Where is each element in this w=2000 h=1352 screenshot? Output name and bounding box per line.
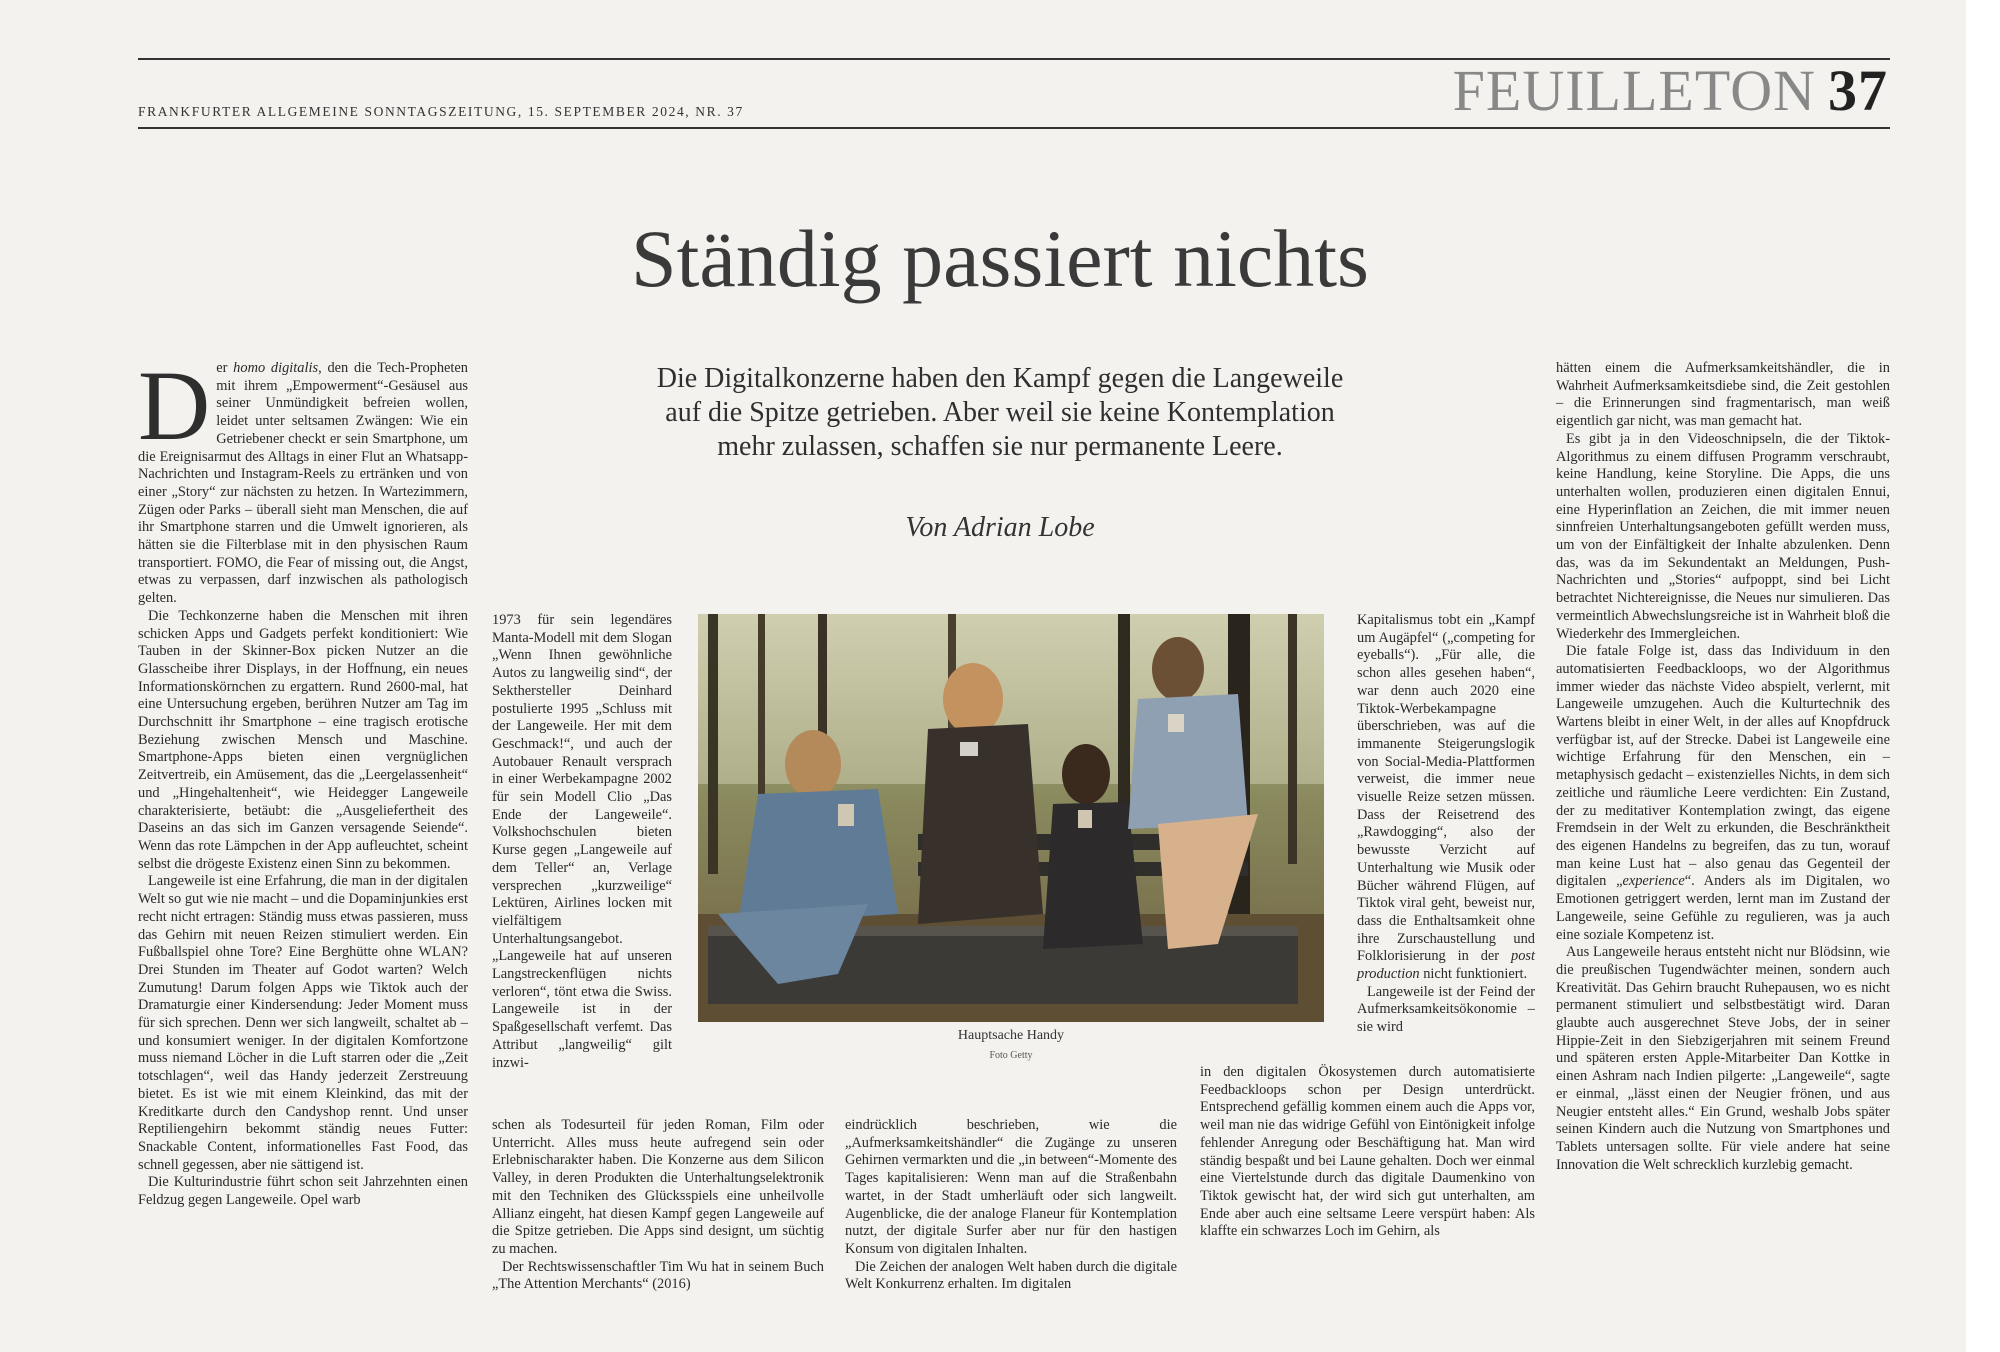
paragraph: Aus Langeweile heraus entsteht nicht nur Blödsinn, wie die preußischen Tugendwächter meinen, sondern auch Kreativität. Das Gehirn braucht Ruhepausen, wo es nicht permanent stimuliert und selbstbestätigt wird. Daran glaubte auch ausgerechnet Steve Jobs, der in seiner Hippie-Zeit in den Siebzigerjahren mit seinem Freund und späteren ersten Apple-Mitarbeiter Dan Kottke in einen Ashram nach Indien pilgerte: „Langeweile“, sagte er einmal, „lässt einen der Neugier frönen, und aus Neugier entsteht alles.“ Ein Grund, weshalb Jobs später seinen Kindern auch die Nutzung von Smartphones und Tablets untersagen sollte. Für viele andere hat seine Innovation die Welt schrecklich kurzlebig gemacht. — [1556, 944, 1890, 1173]
masthead: FRANKFURTER ALLGEMEINE SONNTAGSZEITUNG, 15. SEPTEMBER 2024, NR. 37 — [138, 104, 744, 119]
paragraph — [1556, 643, 1890, 944]
paragraph: Langeweile ist der Feind der Aufmerksamkeitsökonomie – sie wird — [1357, 983, 1535, 1036]
photo-credit: Foto Getty — [989, 1050, 1033, 1061]
paragraph — [138, 350, 469, 608]
paragraph: in den digitalen Ökosystemen durch automatisierte Feedbackloops schon per Design unterdrückt. Entsprechend gefällig kommen einem auch die Apps vor, weil man nie das widrige Gefühl von Eintönigkeit infolge fehlender Anregung oder Beschäftigung hat. Man wird ständig bespaßt und bei Laune gehalten. Doch wer einmal eine Viertelstunde durch das digitale Daumenkino von Tiktok gewischt hat, der wird sich gut unterhalten, am Ende aber auch eine seltsame Leere verspürt haben: Als klaffte ein schwarzes Loch im Gehirn, als — [1200, 1064, 1535, 1240]
column-4 — [1357, 612, 1535, 1037]
paragraph — [1357, 612, 1535, 984]
column-1 — [138, 350, 469, 1210]
emphasis: post production — [1357, 948, 1535, 983]
photo-illustration — [698, 614, 1324, 1022]
text-run: “. Anders als im Digitalen, wo Emotionen getriggert werden, lernt man im Zustand der Langeweile, seine Gefühle zu regulieren, was ja auch eine soziale Kompetenz ist. — [1556, 873, 1890, 943]
column-4-continued — [1200, 1064, 1535, 1241]
paragraph: Die Kulturindustrie führt schon seit Jahrzehnten einen Feldzug gegen Langeweile. Opel warb — [138, 1174, 468, 1209]
emphasis: homo digitalis — [233, 360, 319, 376]
column-5 — [1556, 360, 1890, 1174]
scan-margin — [1966, 0, 2000, 1352]
section-header — [1452, 58, 1888, 123]
drop-cap: D — [138, 350, 211, 461]
text-run: er — [216, 360, 234, 376]
paragraph: Die Zeichen der analogen Welt haben durch die digitale Welt Konkurrenz erhalten. Im digitalen — [845, 1258, 1177, 1293]
byline: Von Adrian Lobe — [905, 512, 1095, 543]
column-2-continued — [492, 1117, 824, 1294]
paragraph: Die Techkonzerne haben die Menschen mit ihren schicken Apps und Gadgets perfekt konditioniert: Wie Tauben in der Skinner-Box picken Nutzer an die Glasscheibe ihrer Displays, in der Hoffnung, ein neues Informationskörnchen zu ergattern. Rund 2600-mal, hat eine Untersuchung ergeben, berühren Nutzer am Tag im Durchschnitt ihr Smartphone – eine tragisch erotische Beziehung zwischen Mensch und Maschine. Smartphone-Apps bieten einen vergnüglichen Zeitvertreib, ein Amüsement, das die „Leergelassenheit“ und „Hingehaltenheit“, wie Heidegger Langeweile charakterisierte, betäubt: die „Ausgeliefertheit des Daseins an das sich im Ganzen versagende Seiende“. Wenn das rote Lämpchen in der App aufleuchtet, scheint selbst die drögeste Existenz einen Sinn zu bekommen. — [138, 607, 468, 872]
paragraph: eindrücklich beschrieben, wie die „Aufmerksamkeitshändler“ die Zugänge zu unseren Gehirnen vermarkten und die „in between“-Momente des Tages kapitalisieren: Wenn man auf die Straßenbahn wartet, in der Stadt umherläuft oder sich langweilt. Augenblicke, die der analoge Flaneur für Kontemplation nutzt, der digitale Surfer aber nur für den hastigen Konsum von digitalen Inhalten. — [845, 1117, 1177, 1257]
paragraph: Der Rechtswissenschaftler Tim Wu hat in seinem Buch „The Attention Merchants“ (2016) — [492, 1258, 824, 1293]
photo-caption: Hauptsache Handy — [957, 1028, 1065, 1043]
paragraph: hätten einem die Aufmerksamkeitshändler, die in Wahrheit Aufmerksamkeitsdiebe sind, die Zeit gestohlen – die Erinnerungen sind fragmentarisch, man weiß eigentlich gar nicht, was man gemacht hat. — [1556, 360, 1890, 430]
deck: Die Digitalkonzerne haben den Kampf gegen die Langeweile auf die Spitze getrieben. Aber weil sie keine Kontemplation mehr zulassen, schaffen sie nur permanente Leere. — [656, 363, 1344, 462]
text-run: nicht funktioniert. — [1419, 966, 1528, 983]
header-rule — [138, 127, 1890, 129]
page-number: 37 — [1828, 58, 1888, 123]
text-run: Kapitalismus tobt ein „Kampf um Augäpfel“ („competing for eyeballs“). „Für alle, die schon alles gesehen haben“, war denn auch 2020 eine Tiktok-Werbekampagne überschrieben, was auf die immanente Steigerungslogik von Social-Media-Plattformen verweist, die immer neue visuelle Reize setzen müssen. Dass der Reisetrend des „Rawdogging“, also der bewusste Verzicht auf Unterhaltung wie Musik oder Bücher während Flügen, auf Tiktok viral geht, beweist nur, dass die Enthaltsamkeit ohne ihre Zurschaustellung und Folklorisierung in der — [1357, 612, 1535, 965]
headline: Ständig passiert nichts — [631, 213, 1369, 304]
section-name: FEUILLETON — [1452, 58, 1816, 123]
paragraph: schen als Todesurteil für jeden Roman, Film oder Unterricht. Alles muss heute aufregend sein oder Erlebnischarakter haben. Die Konzerne aus dem Silicon Valley, in deren Produkten die Unterhaltungselektronik mit den Techniken des Glücksspiels eine unheilvolle Allianz eingeht, hat diesen Kampf gegen Langeweile auf die Spitze getrieben. Die Apps sind designt, um süchtig zu machen. — [492, 1117, 824, 1257]
paragraph: Langeweile ist eine Erfahrung, die man in der digitalen Welt so gut wie nie macht – und die Dopaminjunkies erst recht nicht ertragen: Ständig muss etwas passieren, muss das Gehirn mit neuen Reizen stimuliert werden. Ein Fußballspiel ohne Tore? Eine Berghütte ohne WLAN? Drei Stunden im Theater auf Godot warten? Welch Zumutung! Darum folgen Apps wie Tiktok auch der Dramaturgie einer Kindersendung: Jeder Moment muss für sich sprechen. Denn wer sich langweilt, schaltet ab – und konsumiert weniger. In der digitalen Komfortzone muss niemand Löcher in die Luft starren oder die „Zeit totschlagen“, weil das Handy jederzeit Zerstreuung bietet. Es ist wie mit einem Kleinkind, das mit der Kreditkarte durch den Candyshop rennt. Und unser Reptiliengehirn bekommt ständig neues Futter: Snackable Content, informationelles Fast Food, das schnell gegessen, aber nie sättigend ist. — [138, 873, 468, 1173]
text-run: Die fatale Folge ist, dass das Individuum in den automatisierten Feedbackloops, wo der Algorithmus immer wieder das nächste Video abspielt, verlernt, mit Langeweile umzugehen. Auch die Kulturtechnik des Wartens bleibt in einer Welt, in der alles auf Knopfdruck verfügbar ist, auf der Strecke. Dabei ist Langeweile eine wichtige Erfahrung für den Menschen, ein – metaphysisch gedacht – existenzielles Nichts, in dem sich zeitliche und räumliche Leere verdichten: Ein Zustand, der zu meditativer Kontemplation zwingt, das eigene Fremdsein in der Welt zu erkunden, die Beschränktheit des eigenen Handelns zu begreifen, das zu tun, worauf man keine Lust hat – also genau das Gegenteil der digitalen „ — [1556, 643, 1890, 890]
column-3 — [845, 1117, 1177, 1294]
text-run: , den die Tech-Propheten mit ihrem „Empowerment“-Gesäusel aus seiner Unmündigkeit befreien wollen, leidet unter seltsamen Zwängen: Wie ein Getriebener checkt er sein Smartphone, um die Ereignisarmut des Alltags in einer Flut an Whatsapp-Nachrichten und Instagram-Reels zu ertränken und von einer „Story“ zur nächsten zu hetzen. In Wartezimmern, Zügen oder Parks – überall sieht man Menschen, die auf ihr Smartphone starren und die Umwelt ignorieren, als hätten sie die Filterblase mit in den physischen Raum transportiert. FOMO, die Fear of missing out, die Angst, etwas zu verpassen, darf inzwischen als pathologisch gelten. — [138, 360, 469, 607]
article-photo — [698, 614, 1324, 1022]
paragraph: Es gibt ja in den Videoschnipseln, die der Tiktok-Algorithmus zu einem diffusen Programm verschraubt, keine Handlung, keine Storyline. Die Apps, die uns unterhalten wollen, produzieren einen digitalen Ennui, eine Hyperinflation an Zeichen, die mit immer neuen sinnfreien Unterhaltungsangeboten gefüllt werden muss, um von der Einfältigkeit der Inhalte abzulenken. Denn das, was da im Sekundentakt an Meldungen, Push-Nachrichten und „Stories“ aufpoppt, sind bei Licht betrachtet Nichtereignisse, die Neues nur simulieren. Das vermeintlich Abwechslungsreiche ist in Wahrheit bloß die Wiederkehr des Immergleichen. — [1556, 430, 1890, 642]
emphasis: experience — [1622, 873, 1685, 890]
column-2 — [492, 612, 672, 1072]
paragraph: 1973 für sein legendäres Manta-Modell mit dem Slogan „Wenn Ihnen gewöhnliche Autos zu langweilig sind“, der Sekthersteller Deinhard postulierte 1995 „Schluss mit der Langeweile. Her mit dem Geschmack!“, und auch der Autobauer Renault versprach in einer Werbekampagne 2002 für sein Modell Clio „Das Ende der Langeweile“. Volkshochschulen bieten Kurse gegen „Langeweile auf dem Teller“ an, Verlage versprechen „kurzweilige“ Lektüren, Airlines locken mit vielfältigem Unterhaltungsangebot. „Langeweile hat auf unseren Langstreckenflügen nichts verloren“, tönt etwa die Swiss. Langeweile ist in der Spaßgesellschaft verfemt. Das Attribut „langweilig“ gilt inzwi- — [492, 612, 672, 1071]
